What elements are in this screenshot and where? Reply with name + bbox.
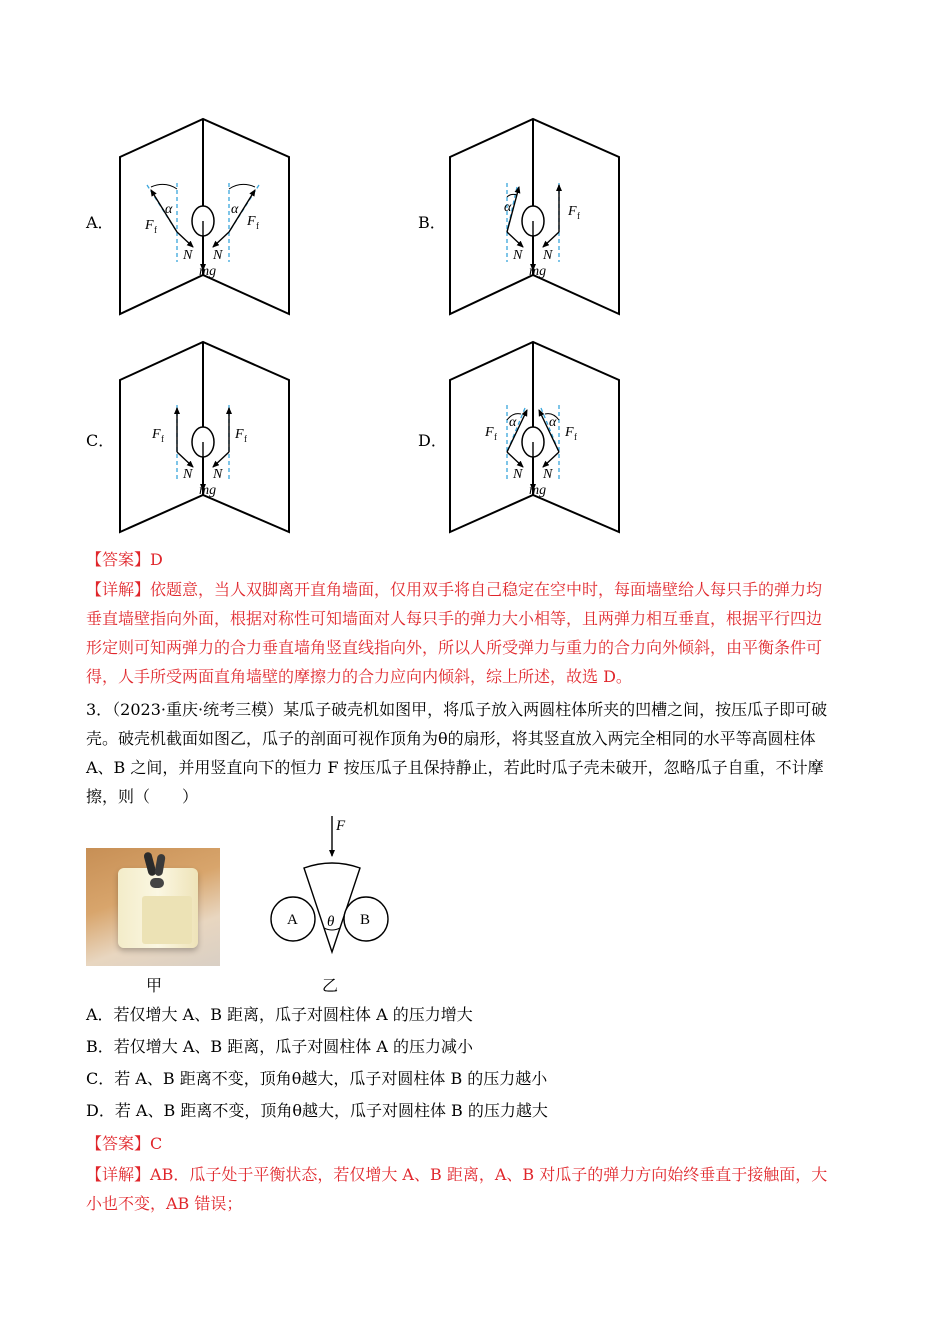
svg-text:α: α <box>231 202 239 217</box>
q3-stem <box>86 695 866 811</box>
q3-stem-line: 壳。破壳机截面如图乙，瓜子的剖面可视作顶角为θ的扇形，将其竖直放入两完全相同的水平等高圆柱体 <box>86 729 816 748</box>
q3-detail-line: AB．瓜子处于平衡状态，若仅增大 A、B 距离，A、B 对瓜子的弹力方向始终垂直于接触面，大 <box>150 1165 828 1184</box>
svg-text:F: F <box>568 204 577 219</box>
svg-text:f: f <box>577 211 580 221</box>
svg-text:N: N <box>183 248 193 263</box>
svg-text:F: F <box>485 425 494 440</box>
svg-text:A: A <box>287 912 298 928</box>
q3-answer: 【答案】C <box>86 1134 163 1153</box>
svg-text:B: B <box>360 912 371 928</box>
q3-detail <box>86 1160 866 1218</box>
svg-text:F: F <box>336 818 346 834</box>
svg-text:F: F <box>247 214 256 229</box>
svg-text:F: F <box>152 427 161 442</box>
svg-text:N: N <box>543 467 553 482</box>
option-a-label: A． <box>86 213 114 232</box>
svg-text:mg: mg <box>529 483 547 498</box>
svg-text:f: f <box>256 221 259 231</box>
svg-text:N: N <box>183 467 193 482</box>
q2-detail-line: 得，人手所受两面直角墙壁的摩擦力的合力应向内倾斜，综上所述，故选 D。 <box>86 667 632 686</box>
svg-text:f: f <box>494 432 497 442</box>
svg-text:F: F <box>565 425 574 440</box>
svg-text:N: N <box>513 467 523 482</box>
svg-text:α: α <box>509 415 517 430</box>
q3-detail-tag: 【详解】 <box>86 1165 151 1184</box>
diagram-option-b <box>447 117 622 317</box>
diagram-option-a <box>117 117 292 317</box>
q3-stem-line: 3．（2023·重庆·统考三模）某瓜子破壳机如图甲，将瓜子放入两圆柱体所夹的凹槽之间，按压瓜子即可破 <box>86 700 828 719</box>
svg-text:α: α <box>504 200 512 215</box>
q2-answer: 【答案】D <box>86 550 163 569</box>
svg-text:N: N <box>213 467 223 482</box>
svg-text:α: α <box>165 202 173 217</box>
q3-stem-line: 擦，则（ ） <box>86 787 199 806</box>
svg-text:N: N <box>213 248 223 263</box>
svg-text:f: f <box>574 432 577 442</box>
option-b-label: B． <box>418 213 446 232</box>
svg-text:f: f <box>161 434 164 444</box>
diagram-option-d <box>447 340 622 535</box>
svg-text:θ: θ <box>327 914 335 930</box>
q3-option-c: C．若 A、B 距离不变，顶角θ越大，瓜子对圆柱体 B 的压力越小 <box>86 1069 548 1088</box>
svg-text:f: f <box>244 434 247 444</box>
svg-text:mg: mg <box>199 483 217 498</box>
q2-detail-line: 形定则可知两弹力的合力垂直墙角竖直线指向外，所以人所受弹力与重力的合力向外倾斜，由平衡条件可 <box>86 638 823 657</box>
svg-text:N: N <box>513 248 523 263</box>
figure-yi-diagram <box>262 812 392 982</box>
svg-text:α: α <box>549 415 557 430</box>
figure-yi-caption: 乙 <box>322 976 339 995</box>
figure-jia-caption: 甲 <box>146 976 163 995</box>
q2-detail-line: 依题意，当人双脚离开直角墙面，仅用双手将自己稳定在空中时，每面墙壁给人每只手的弹力均 <box>150 580 823 599</box>
q3-stem-line: A、B 之间，并用竖直向下的恒力 F 按压瓜子且保持静止，若此时瓜子壳未破开，忽略瓜子自重，不计摩 <box>86 758 824 777</box>
svg-text:N: N <box>543 248 553 263</box>
svg-text:mg: mg <box>199 264 217 279</box>
option-d-label: D． <box>418 431 447 450</box>
svg-text:mg: mg <box>529 264 547 279</box>
figure-jia-photo <box>86 848 220 966</box>
option-c-label: C． <box>86 431 115 450</box>
q2-detail-tag: 【详解】 <box>86 580 151 599</box>
svg-text:f: f <box>154 225 157 235</box>
q2-detail <box>86 575 866 691</box>
q3-detail-line: 小也不变，AB 错误； <box>86 1194 243 1213</box>
svg-text:F: F <box>235 427 244 442</box>
q3-option-a: A．若仅增大 A、B 距离，瓜子对圆柱体 A 的压力增大 <box>86 1005 473 1024</box>
diagram-option-c <box>117 340 292 535</box>
svg-text:F: F <box>145 218 154 233</box>
q3-option-b: B．若仅增大 A、B 距离，瓜子对圆柱体 A 的压力减小 <box>86 1037 473 1056</box>
q3-option-d: D．若 A、B 距离不变，顶角θ越大，瓜子对圆柱体 B 的压力越大 <box>86 1101 548 1120</box>
q2-detail-line: 垂直墙壁指向外面，根据对称性可知墙面对人每只手的弹力大小相等，且两弹力相互垂直，根据平行四边 <box>86 609 823 628</box>
